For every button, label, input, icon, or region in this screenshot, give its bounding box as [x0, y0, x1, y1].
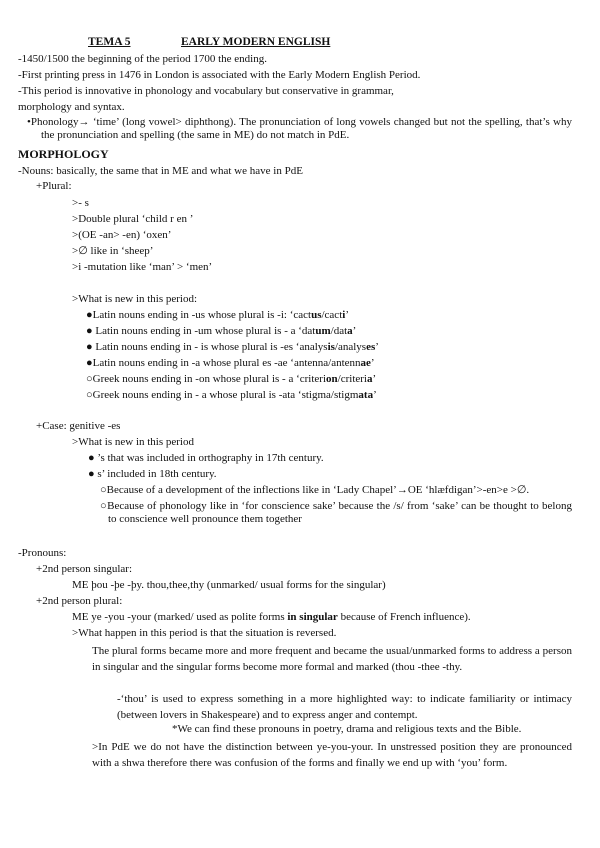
intro-line: -1450/1500 the beginning of the period 1700 the ending. — [18, 53, 267, 65]
latin-noun-item: ● Latin nouns ending in - is whose plural is -es ‘analysis/analyses’ — [86, 341, 379, 353]
new-in-period-label: >What is new in this period: — [72, 293, 198, 305]
intro-line: -This period is innovative in phonology and vocabulary but conservative in grammar, — [18, 85, 394, 97]
intro-line: morphology and syntax. — [18, 101, 125, 113]
greek-noun-item: ○Greek nouns ending in - a whose plural is -ata ‘stigma/stigmata’ — [86, 389, 377, 401]
second-singular-label: +2nd person singular: — [36, 563, 133, 575]
case-sub-point: ○Because of a development of the inflections like in ‘Lady Chapel’→OE ‘hlæfdigan’>-en>e >∅. — [100, 484, 530, 496]
second-singular-text: ME þou -þe -þy. thou,thee,thy (unmarked/ usual forms for the singular) — [72, 579, 386, 591]
plural-item: >i -mutation like ‘man’ > ‘men’ — [72, 261, 213, 273]
second-plural-text: ME ye -you -your (marked/ used as polite forms in singular because of French influence). — [72, 611, 471, 623]
thou-usage-paragraph: -‘thou’ is used to express something in a more highlighted way: to indicate familiarity or intimacy (between lovers in Shakespeare) and to express anger and contempt. — [117, 693, 572, 721]
case-label: +Case: genitive -es — [36, 420, 121, 432]
topic-number: TEMA 5 — [88, 36, 131, 48]
plural-item: >- s — [72, 197, 89, 209]
case-bullet: ● ’s that was included in orthography in 17th century. — [88, 452, 324, 464]
latin-noun-item: ● Latin nouns ending in -um whose plural is - a ‘datum/data’ — [86, 325, 357, 337]
phonology-text: •Phonology→ ‘time’ (long vowel> diphthong). The pronunciation of long vowels changed but not the spelling, that’s why the pronunciation and spelling (the same in ME) do not match in PdE. — [27, 116, 572, 141]
latin-noun-item: ●Latin nouns ending in -us whose plural is -i: ‘cactus/cacti’ — [86, 309, 349, 321]
nouns-intro: -Nouns: basically, the same that in ME and what we have in PdE — [18, 165, 303, 177]
case-bullet: ● s’ included in 18th century. — [88, 468, 217, 480]
intro-line: -First printing press in 1476 in London is associated with the Early Modern English Period. — [18, 69, 421, 81]
plural-item: >Double plural ‘child r en ’ — [72, 213, 194, 225]
case-new-label: >What is new in this period — [72, 436, 194, 448]
plural-label: +Plural: — [36, 180, 72, 192]
case-sub-point: ○Because of phonology like in ‘for conscience sake’ because the /s/ from ‘sake’ can be thought to belong to conscience well pronounce them together — [100, 500, 572, 525]
plural-item: >(OE -an> -en) ‘oxen’ — [72, 229, 172, 241]
greek-noun-item: ○Greek nouns ending in -on whose plural is - a ‘criterion/criteria’ — [86, 373, 377, 385]
pronouns-footnote: *We can find these pronouns in poetry, drama and religious texts and the Bible. — [172, 723, 522, 735]
plural-forms-paragraph: The plural forms became more and more frequent and became the usual/unmarked forms to address a person in singular and the singular forms become more formal and marked (thou -thee -thy. — [92, 645, 572, 673]
pde-paragraph: >In PdE we do not have the distinction between ye-you-your. In unstressed position they are pronounced with a shwa therefore there was confusion of the forms and finally we end up with ‘you’ form. — [92, 741, 572, 769]
second-plural-label: +2nd person plural: — [36, 595, 123, 607]
plural-item: >∅ like in ‘sheep’ — [72, 245, 154, 257]
morphology-heading: MORPHOLOGY — [18, 147, 109, 161]
phonology-paragraph — [27, 116, 572, 142]
latin-noun-item: ●Latin nouns ending in -a whose plural es -ae ‘antenna/antennae’ — [86, 357, 375, 369]
reversal-note: >What happen in this period is that the situation is reversed. — [72, 627, 337, 639]
page-title: EARLY MODERN ENGLISH — [181, 36, 331, 48]
pronouns-label: -Pronouns: — [18, 547, 67, 559]
